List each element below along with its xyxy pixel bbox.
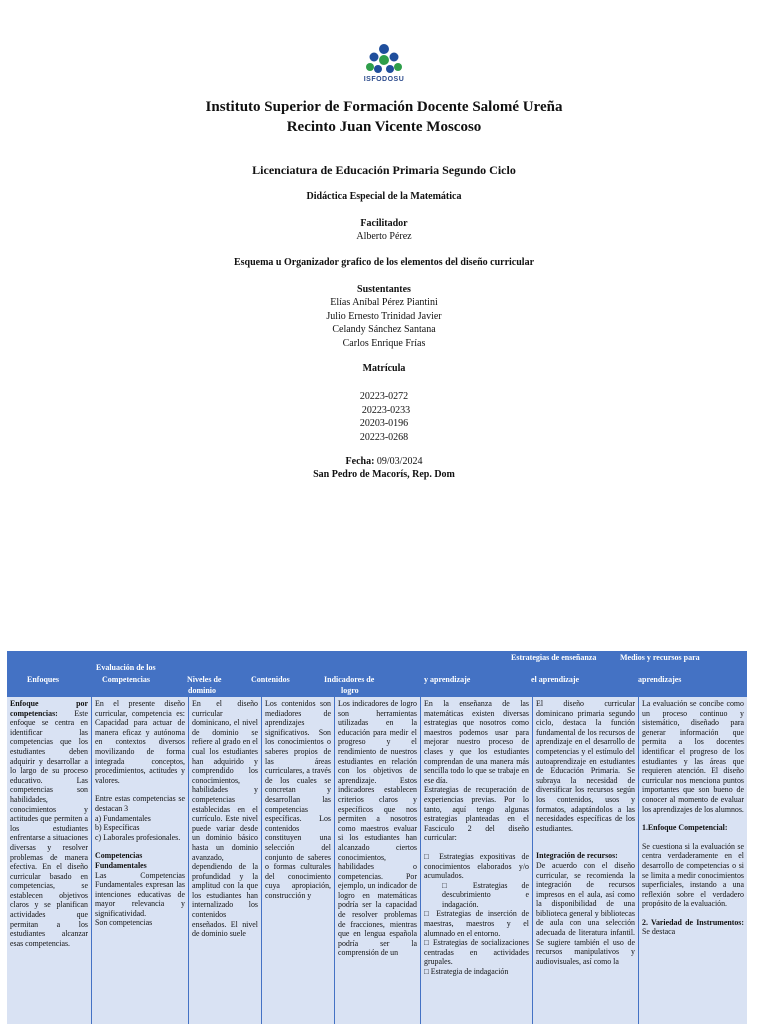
header-evaluacion-line1: Evaluación de los [96, 663, 156, 672]
header-niveles-line1: Niveles de [187, 675, 222, 684]
cell-contenidos [262, 697, 335, 1024]
table-body [7, 697, 747, 1024]
header-estrategias-line2: y aprendizaje [424, 675, 471, 684]
cell-evaluacion-p1: En el presente diseño curricular, competencia es: Capacidad para actuar de manera eficaz y autónoma en contextos diversos movilizando de forma integrada conceptos, procedimientos, actitudes y valores. [95, 699, 185, 785]
matricula-label: Matrícula [362, 363, 406, 374]
list-item: □ Estrategias de inserción de maestras, maestros y el alumnado en el entorno. [424, 909, 529, 938]
students-list [0, 296, 768, 350]
cell-aprendizajes-item1-title: 1.Enfoque Competencial: [642, 823, 728, 833]
cell-niveles [189, 697, 262, 1024]
date-value: 09/03/2024 [376, 456, 423, 467]
cell-indicadores [335, 697, 421, 1024]
facilitator-name: Alberto Pérez [356, 231, 412, 242]
course-title: Didáctica Especial de la Matemática [306, 191, 462, 202]
matricula-item: 20223-0268 [359, 431, 409, 443]
header-indicadores-line1: Indicadores de [324, 675, 375, 684]
curriculum-table [7, 651, 747, 1024]
header-enfoques: Enfoques [27, 675, 60, 684]
cell-enfoques-title: Enfoque por competencias: [10, 699, 88, 718]
date-label: Fecha: [345, 456, 375, 467]
student-name: Carlos Enrique Frías [342, 337, 426, 349]
cell-evaluacion-p2: Entre estas competencias se destacan 3 [95, 794, 185, 813]
cell-aprendizajes-item2 [642, 918, 744, 937]
list-item: □ Estrategias de descubrimiento e indagación. [442, 880, 529, 909]
cell-evaluacion-aprendizajes [639, 697, 747, 1024]
cell-niveles-text: En el diseño curricular dominicano, el nivel de dominio se refiere al grado en el cual los estudiantes han adquirido y comprendido los conocimientos, habilidades y competencias establecidas en el currículo. Este nivel puede variar desde un dominio básico hasta un dominio avanzado, dependiendo de la profundidad y la amplitud con la que los estudiantes han internalizado los contenidos enseñados. El nivel de dominio suele [192, 699, 258, 939]
header-niveles-line2: dominio [188, 686, 217, 695]
list-item: □ Estrategias expositivas de conocimientos elaborados y/o acumulados. [424, 851, 529, 881]
header-estrategias-line1: Estrategias de enseñanza [511, 653, 597, 662]
list-item: c) Laborales profesionales. [95, 832, 181, 842]
list-item: b) Específicas [95, 823, 140, 833]
cell-aprendizajes-p1: La evaluación se concibe como un proceso continuo y sistemático, diseñado para generar información que permita a los docentes identificar el progreso de los estudiantes y las áreas que requieren atención. El diseño curricular nos menciona puntos importantes que son bueno de conocer al momento de evaluar los aprendizajes de los alumnos. [642, 699, 744, 814]
header-contenidos: Contenidos [251, 675, 290, 684]
cell-estrategias-p2: Estrategias de recuperación de experiencias previas. Por lo tanto, aquí tengo algunas estrategias planteadas en el Fasciculo 2 del diseño curricular: [424, 785, 529, 843]
header-medios-line2: el aprendizaje [531, 675, 580, 684]
cell-aprendizajes-item1-text: Se cuestiona si la evaluación se centra verdaderamente en el desarrollo de competencias o si se limita a medir conocimientos superficiales, instando a una reflexión sobre el verdadero propósito de la evaluación. [642, 841, 744, 909]
list-item: □ Estrategia de indagación [424, 967, 509, 977]
student-name: Elías Aníbal Pérez Piantini [330, 297, 438, 308]
degree-title: Licenciatura de Educación Primaria Segundo Ciclo [252, 163, 516, 177]
cell-medios-p1: El diseño curricular dominicano primaria segundo ciclo, destaca la función fundamental de los recursos de aprendizaje en el desarrollo de competencias y el estímulo del autoaprendizaje en estudiantes de Educación Primaria. Se subraya la necesidad de diversificar los recursos según los contenidos, usos y formatos, adaptándolos a las necesidades específicas de los estudiantes. [536, 699, 635, 833]
header-medios-line1: Medios y recursos para [620, 653, 700, 662]
cell-aprendizajes-item2-title: 2. Variedad de Instrumentos: [642, 917, 744, 927]
institution-title: Instituto Superior de Formación Docente Salomé Ureña [205, 99, 563, 115]
cell-evaluacion-subtitle: Competencias Fundamentales [95, 851, 147, 870]
topic-title: Esquema u Organizador grafico de los elementos del diseño curricular [233, 257, 535, 268]
cell-contenidos-text: Los contenidos son mediadores de aprendizajes significativos. Son los conocimientos o saberes propios de las áreas curriculares, a través de los cuales se concretan y desarrollan las competencias específicas. Los contenidos constituyen una selección del conjunto de saberes o formas culturales del conocimiento cuya apropiación, construcción y [265, 699, 331, 900]
cell-medios-p2: De acuerdo con el diseño curricular, se recomienda la integración de recursos impresos en el aula, así como la disponibilidad de una biblioteca general y bibliotecas de aula con una selección adecuada de literatura infantil. Se sugiere también el uso de recursos manipulativos y audiovisuales, así como la [536, 860, 635, 966]
list-item: □ Estrategias de socializaciones centradas en actividades grupales. [424, 938, 529, 967]
header-evaluacion-line2: Competencias [102, 675, 150, 684]
header-aprendizajes: aprendizajes [638, 675, 682, 684]
cell-estrategias [421, 697, 533, 1024]
place-line: San Pedro de Macorís, Rep. Dom [313, 469, 455, 480]
table-header [7, 651, 747, 697]
matricula-item: 20203-0196 [359, 418, 409, 429]
matricula-list [0, 390, 768, 444]
cell-enfoques [7, 697, 92, 1024]
cell-medios-subtitle: Integración de recursos: [536, 851, 618, 861]
cell-evaluacion-p4: Son competencias [95, 918, 153, 928]
logo-text: ISFODOSU [363, 76, 405, 83]
header-indicadores-line2: logro [341, 686, 359, 695]
facilitator-label: Facilitador [360, 218, 408, 229]
matricula-item: 20223-0272 [359, 391, 409, 402]
date-line [0, 456, 768, 467]
cell-evaluacion [92, 697, 189, 1024]
matricula-item: 20223-0233 [361, 404, 411, 416]
cell-evaluacion-p3: Las Competencias Fundamentales expresan las intenciones educativas de mayor relevancia y significatividad. [95, 870, 185, 918]
cell-estrategias-p1: En la enseñanza de las matemáticas existen diversas estrategias que nosotros como maestros podemos usar para mejorar nuestro proceso de clases y que los estudiantes comprendan de una manera más sencilla todo lo que se trabaje en ese día. [424, 699, 529, 785]
cell-aprendizajes-item2-text: Se destaca [642, 927, 676, 937]
student-name: Celandy Sánchez Santana [332, 324, 436, 335]
cell-indicadores-text: Los indicadores de logro son herramientas utilizadas en la educación para medir el progreso y el rendimiento de nuestros estudiantes en relación con los objetivos de aprendizaje. Estos indicadores establecen criterios claros y específicos que nos permiten a nosotros como maestros evaluar si los estudiantes han alcanzado ciertos conocimientos, habilidades o competencias. Por ejemplo, un indicador de logro en matemáticas podría ser la capacidad de resolver problemas de fracciones, mientras que en lengua española podría ser la comprensión de un [338, 699, 417, 958]
cell-enfoques-text: Este enfoque se centra en identificar las competencias que los estudiantes deben adquirir y desarrollar a lo largo de su proceso educativo. Las competencias son habilidades, conocimientos y actitudes que permiten a los estudiantes enfrentarse a situaciones diversas y resolver problemas de manera efectiva. En el diseño curricular basado en competencias, se establecen objetivos claros y se planifican actividades que permitan a los estudiantes alcanzar esas competencias. [10, 708, 88, 948]
campus-title: Recinto Juan Vicente Moscoso [286, 119, 482, 135]
cell-medios [533, 697, 639, 1024]
students-label: Sustentantes [357, 284, 411, 295]
list-item: a) Fundamentales [95, 813, 151, 823]
student-name: Julio Ernesto Trinidad Javier [326, 310, 442, 322]
